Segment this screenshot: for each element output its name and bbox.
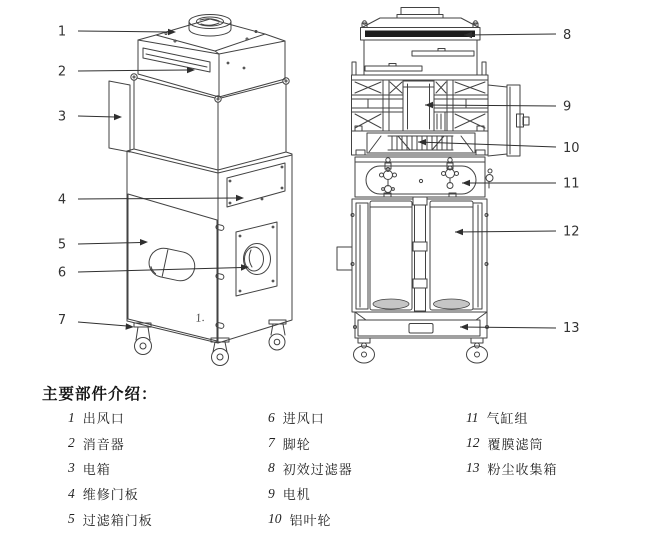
legend-item xyxy=(68,430,153,455)
callout-number-9: 9 xyxy=(563,99,572,115)
callout-number-8: 8 xyxy=(563,28,572,43)
filter-cartridge-section xyxy=(337,197,488,312)
caster xyxy=(269,320,286,350)
legend-item-number: 8 xyxy=(268,460,275,476)
legend-item-name: 初效过滤器 xyxy=(282,461,353,477)
callout-5 xyxy=(58,238,148,253)
legend-column-2 xyxy=(268,405,353,532)
maintenance-door xyxy=(227,163,285,207)
outlet-duct xyxy=(362,8,479,28)
legend-item-name: 粉尘收集箱 xyxy=(487,461,558,477)
corner-brackets xyxy=(131,74,289,102)
legend-item xyxy=(68,405,153,430)
door-handle xyxy=(146,246,197,284)
legend-item-number: 7 xyxy=(268,435,275,451)
callout-12 xyxy=(455,225,580,240)
legend-item-number: 12 xyxy=(466,435,480,451)
legend-item-number: 10 xyxy=(268,511,282,527)
callout-number-2: 2 xyxy=(57,64,67,80)
legend-item-number: 1 xyxy=(68,409,75,425)
callout-number-10: 10 xyxy=(563,141,580,156)
legend-item-name: 脚轮 xyxy=(282,436,311,452)
legend-item xyxy=(268,405,353,430)
cylinder-group xyxy=(355,157,493,197)
outlet-hood xyxy=(138,19,285,54)
callout-number-11: 11 xyxy=(563,176,580,192)
callout-number-5: 5 xyxy=(57,237,67,253)
legend-item-number: 4 xyxy=(68,485,75,501)
cabinet-body xyxy=(127,80,292,343)
legend-item-name: 进风口 xyxy=(282,411,325,427)
callout-number-13: 13 xyxy=(563,321,580,336)
legend-item-number: 11 xyxy=(466,409,479,425)
filter-door xyxy=(128,194,224,341)
legend-item xyxy=(68,456,153,481)
legend-item-number: 9 xyxy=(268,485,275,501)
callout-7 xyxy=(58,313,134,330)
legend-item-number: 13 xyxy=(466,460,480,476)
callout-number-12: 12 xyxy=(563,224,580,240)
isometric-view xyxy=(109,15,292,366)
caster xyxy=(134,323,152,355)
legend-item-name: 维修门板 xyxy=(82,487,139,503)
legend-item-number: 2 xyxy=(68,435,75,451)
legend-item-number: 3 xyxy=(68,460,75,476)
caster xyxy=(467,338,488,363)
callout-13 xyxy=(460,321,580,336)
legend-item xyxy=(268,481,353,506)
callout-number-6: 6 xyxy=(57,265,67,281)
legend-item-name: 铝叶轮 xyxy=(289,512,332,528)
primary-filter-band xyxy=(361,21,481,40)
legend-title: 主要部件介绍： xyxy=(42,386,158,403)
legend-item xyxy=(68,481,153,506)
legend-item xyxy=(466,405,558,430)
legend-item xyxy=(466,430,558,455)
air-outlet-collar xyxy=(189,15,231,37)
legend-item-name: 出风口 xyxy=(82,411,125,427)
callout-4 xyxy=(58,193,244,208)
callout-2 xyxy=(58,65,195,80)
legend-item-name: 气缸组 xyxy=(486,411,529,427)
dust-collection-box xyxy=(354,312,489,338)
impeller-housing xyxy=(352,131,489,155)
callout-number-1: 1 xyxy=(57,24,67,40)
callout-3 xyxy=(58,110,122,125)
legend-item-name: 电箱 xyxy=(82,461,111,477)
callout-number-7: 7 xyxy=(57,313,67,328)
legend-item-name: 电机 xyxy=(282,487,311,503)
air-inlet xyxy=(236,222,277,296)
legend-item-name: 覆膜滤筒 xyxy=(487,436,544,452)
callout-11 xyxy=(462,177,580,192)
legend-item-name: 过滤箱门板 xyxy=(82,512,153,528)
callout-1 xyxy=(58,25,176,40)
legend-column-1 xyxy=(68,405,153,532)
legend-item xyxy=(268,507,353,532)
front-view xyxy=(337,8,529,364)
legend-item-number: 5 xyxy=(68,511,75,527)
legend-item-number: 6 xyxy=(268,409,275,425)
drawing-watermark: 1. xyxy=(194,309,206,325)
legend-item xyxy=(268,430,353,455)
callouts xyxy=(58,25,580,337)
callout-number-4: 4 xyxy=(57,192,67,208)
caster xyxy=(211,338,229,366)
legend-item xyxy=(68,507,153,532)
motor xyxy=(403,81,445,131)
caster xyxy=(354,338,375,363)
legend-item-name: 消音器 xyxy=(82,436,125,452)
upper-box xyxy=(352,40,486,75)
legend-item xyxy=(466,456,558,481)
legend-column-3 xyxy=(466,405,558,481)
legend-item xyxy=(268,456,353,481)
muffler xyxy=(138,40,285,97)
callout-number-3: 3 xyxy=(57,109,67,125)
